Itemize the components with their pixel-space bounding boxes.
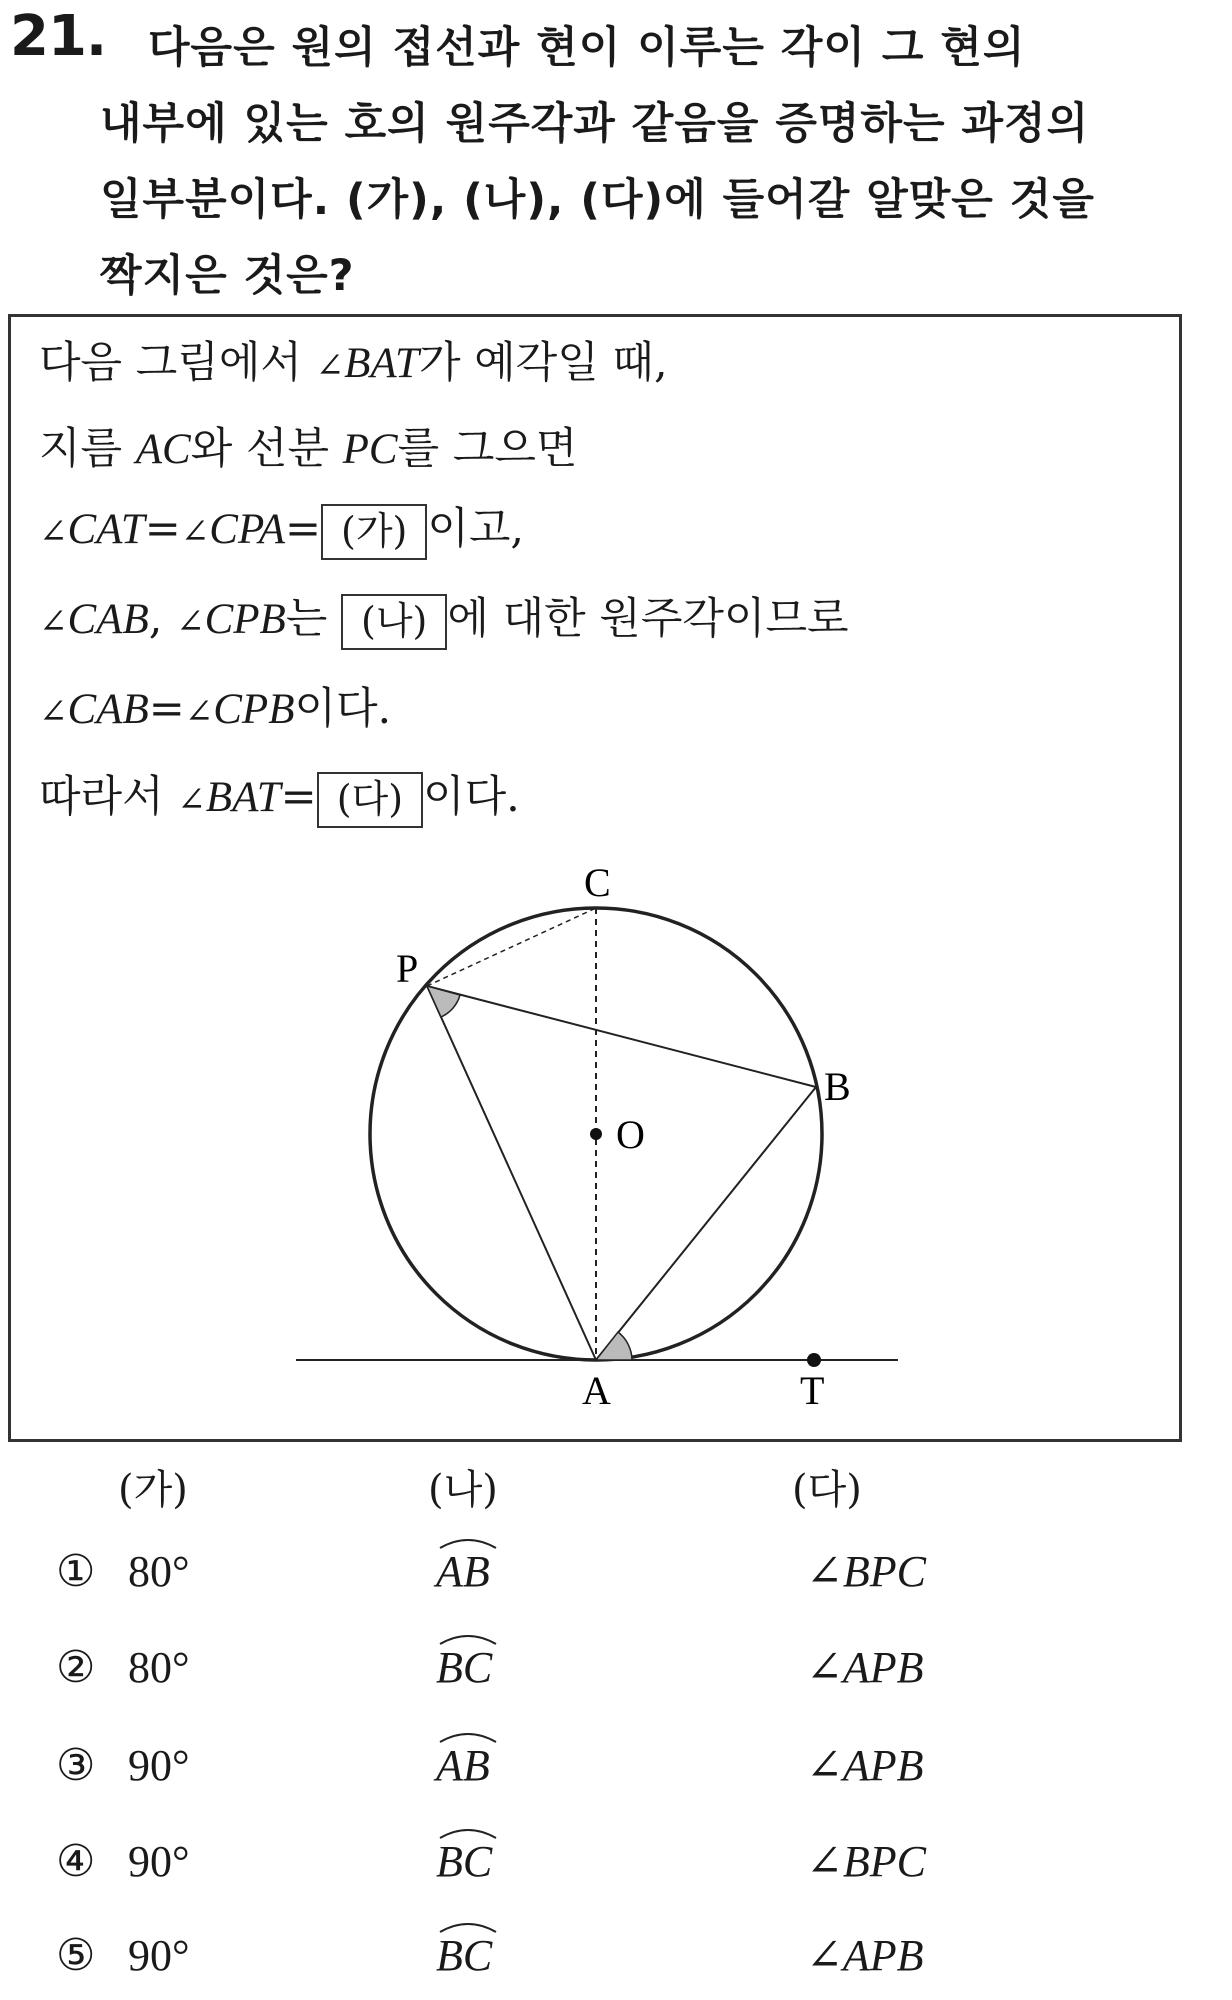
arc-overline [438,1916,498,1936]
stem-line-4: 짝지은 것은? [100,251,355,301]
label-o: O [616,1112,645,1157]
proof-text: 이다. [423,772,520,822]
choice-ga: 80° [128,1643,190,1692]
proof-text: 따라서 [39,772,178,822]
equals-sign: = [280,772,317,822]
choice-number: ⑤ [56,1931,96,1980]
choice-option-5[interactable] [56,1930,1176,2000]
math-term: CPB [213,686,295,733]
stem-line-3: 일부분이다. (가), (나), (다)에 들어갈 알맞은 것을 [100,175,1095,225]
proof-box [8,314,1182,1442]
math-term: PC [342,426,398,473]
label-p: P [396,946,419,991]
arc-label: AB [436,1741,490,1790]
angle-symbol: ∠ [177,780,206,820]
choice-header-da: (다) [792,1467,862,1513]
proof-text: 다음 그림에서 [39,338,316,388]
point-t [807,1353,821,1367]
angle-mark-p [427,986,460,1017]
blank-na: (나) [341,594,447,650]
arc-label: AB [436,1547,490,1596]
equals-sign: = [284,504,321,554]
proof-text: 와 선분 [190,424,343,474]
choice-option-2[interactable] [56,1642,1176,1712]
angle-symbol: ∠ [39,692,68,732]
arc-overline [438,1532,498,1552]
segment-pb [427,986,816,1087]
equals-sign: = [144,504,181,554]
angle-symbol: ∠ [39,602,68,642]
circle-figure [8,314,1182,1442]
choice-header-na: (나) [428,1467,498,1513]
label-a: A [582,1368,611,1413]
choice-da: ∠APB [806,1741,924,1790]
angle-symbol: ∠ [39,512,68,552]
choice-ga: 90° [128,1837,190,1886]
choice-ga: 80° [128,1547,190,1596]
angle-symbol: ∠ [180,512,210,552]
choice-na [436,1642,492,1693]
choice-option-4[interactable] [56,1836,1176,1906]
arc-overline [438,1628,498,1648]
choice-ga: 90° [128,1741,190,1790]
equals-sign: = [148,684,185,734]
math-term: CAT [67,506,145,553]
angle-symbol: ∠ [184,692,214,732]
choice-number: ② [56,1643,96,1692]
choice-da: ∠BPC [806,1837,926,1886]
arc-overline [438,1726,498,1746]
math-term: CPA [209,506,285,553]
choice-number: ① [56,1547,96,1596]
arc-label: BC [436,1643,493,1692]
question-stem [100,10,1210,314]
choice-option-3[interactable] [56,1740,1176,1810]
choice-da: ∠BPC [806,1547,926,1596]
proof-text: 를 그으면 [397,424,578,474]
choice-na [436,1740,490,1791]
proof-text: 에 대한 원주각이므로 [447,594,849,644]
question-number: 21. [10,4,107,69]
arc-label: BC [436,1837,493,1886]
segment-pc [427,908,596,986]
angle-mark-a [596,1332,632,1360]
angle-symbol: ∠ [315,346,345,386]
center-point-o [590,1128,602,1140]
stem-line-1: 다음은 원의 접선과 현이 이루는 각이 그 현의 [148,23,1026,73]
math-term: CAB [67,686,149,733]
choice-da: ∠APB [806,1643,924,1692]
math-term: AC [135,426,191,473]
choice-da: ∠APB [806,1931,924,1980]
choice-na [436,1930,492,1981]
arc-label: BC [436,1931,493,1980]
angle-symbol: ∠ [176,602,205,642]
segment-pa [427,986,596,1360]
blank-ga: (가) [321,504,427,560]
label-t: T [800,1368,825,1413]
stem-line-2: 내부에 있는 호의 원주각과 같음을 증명하는 과정의 [100,99,1090,149]
choice-na [436,1546,490,1597]
choice-na [436,1836,492,1887]
proof-text: 는 [285,594,341,644]
proof-text: 이고, [427,504,525,554]
blank-da: (다) [317,772,423,828]
choice-ga: 90° [128,1931,190,1980]
math-term: CAB [67,596,149,643]
label-c: C [584,860,611,905]
math-term: BAT [205,774,281,821]
choice-number: ③ [56,1741,96,1790]
proof-text: 가 예각일 때, [418,338,668,388]
comma: , [148,594,177,644]
math-term: CPB [204,596,286,643]
proof-text: 이다. [294,684,392,734]
math-term: BAT [344,340,419,387]
choice-header-ga: (가) [118,1467,188,1513]
label-b: B [824,1064,851,1109]
choice-option-1[interactable] [56,1546,1176,1616]
arc-overline [438,1822,498,1842]
choice-number: ④ [56,1837,96,1886]
proof-text: 지름 [39,424,136,474]
